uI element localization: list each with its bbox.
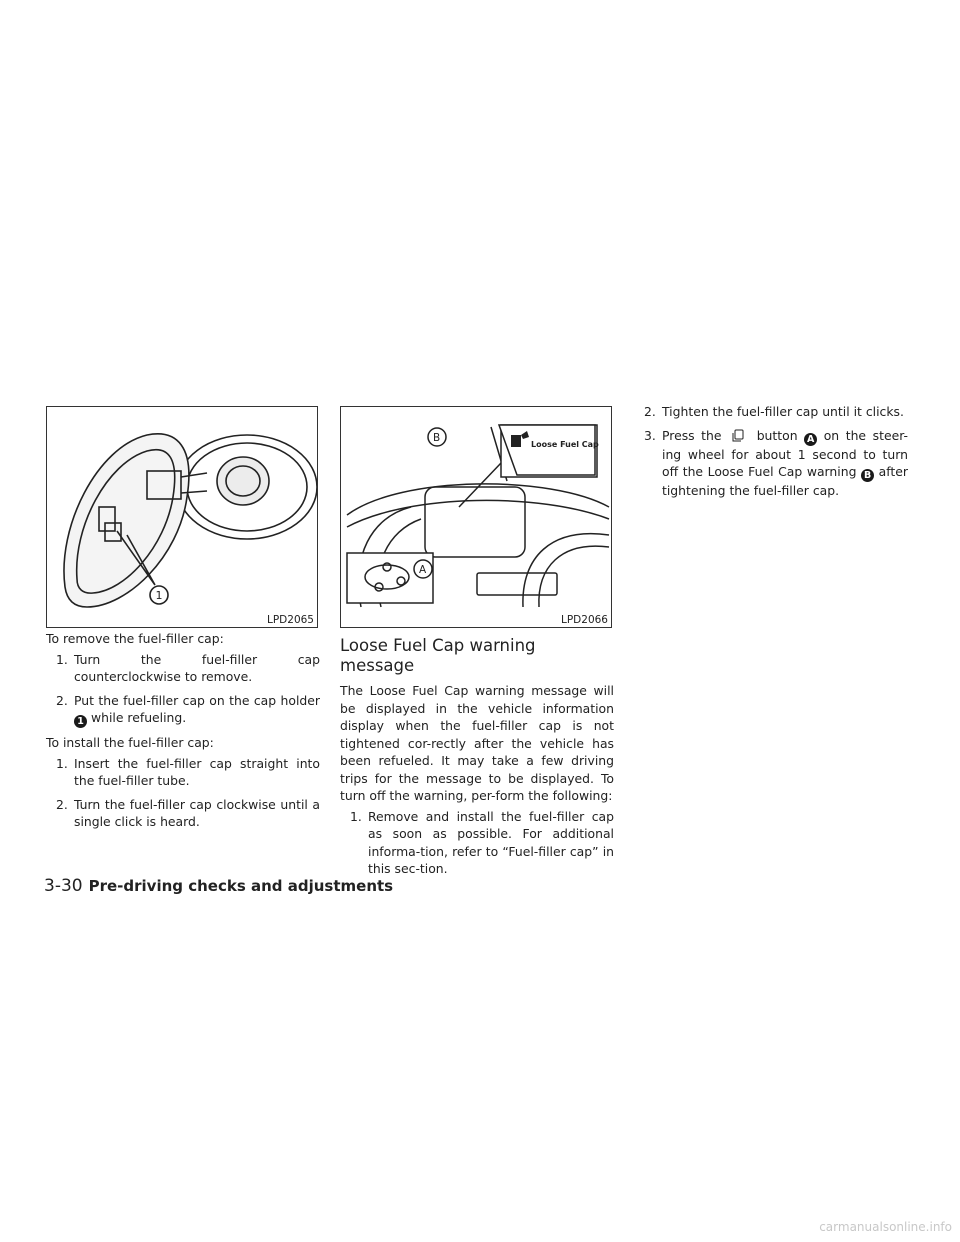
section-heading: Loose Fuel Cap warning message <box>340 636 536 675</box>
step-text: on the steer-ing wheel for about 1 second to turn off the Loose Fuel Cap warning <box>662 427 908 479</box>
install-intro: To install the fuel-filler cap: <box>46 735 214 750</box>
step-text: Press the <box>662 427 722 443</box>
step-number: 2. <box>56 692 68 708</box>
callout-marker-a: A <box>804 433 817 446</box>
callout-marker-b: B <box>861 469 874 482</box>
page-footer <box>44 876 393 896</box>
step-number: 1. <box>56 651 68 667</box>
step-number: 1. <box>56 755 68 771</box>
watermark: carmanualsonline.info <box>819 1219 952 1234</box>
display-button-icon <box>728 429 750 443</box>
list-item <box>46 651 320 686</box>
step-number: 2. <box>56 796 68 812</box>
step-text-after: while refueling. <box>90 710 187 725</box>
step-number: 1. <box>350 808 362 824</box>
page-number: 3-30 <box>44 876 83 896</box>
step-text: Tighten the fuel-filler cap until it clicks. <box>662 404 904 419</box>
list-item <box>46 692 320 729</box>
callout-b: B <box>433 432 441 444</box>
step-text: Remove and install the fuel-filler cap as soon as possible. For additional informa-tion, refer to “Fuel-filler cap” in this sec-tion. <box>368 808 614 876</box>
step-text: Insert the fuel-filler cap straight into the fuel-filler tube. <box>74 755 320 788</box>
fuel-filler-cap-figure <box>46 406 318 628</box>
list-item <box>46 755 320 790</box>
figure-code: LPD2066 <box>558 614 608 626</box>
step-text: Turn the fuel-filler cap counterclockwise to remove. <box>74 651 320 684</box>
figure-code: LPD2065 <box>264 614 314 626</box>
list-item <box>634 427 908 500</box>
section-body: The Loose Fuel Cap warning message will be displayed in the vehicle information display when the fuel-filler cap is not tightened cor-rectly after the vehicle has been refueled. It may take a few driving trips for the message to be displayed. To turn off the warning, per-form the following: <box>340 683 614 803</box>
callout-marker-1: 1 <box>74 715 87 728</box>
column-3 <box>634 403 908 500</box>
list-item <box>46 796 320 831</box>
loose-fuel-cap-figure <box>340 406 612 628</box>
callout-a: A <box>419 564 427 576</box>
list-item <box>634 403 908 421</box>
column-2 <box>340 630 614 878</box>
instrument-cluster-illustration <box>341 407 611 627</box>
step-text: button <box>756 427 798 443</box>
step-text: Put the fuel-filler cap on the cap holder <box>74 692 320 708</box>
fuel-filler-cap-illustration <box>47 407 317 627</box>
section-title: Pre-driving checks and adjustments <box>88 877 394 895</box>
list-item <box>340 808 614 878</box>
step-text: after tightening the fuel-filler cap. <box>662 464 908 498</box>
callout-1: 1 <box>155 589 163 602</box>
step-text: Turn the fuel-filler cap clockwise until a single click is heard. <box>74 796 320 829</box>
remove-intro: To remove the fuel-filler cap: <box>46 631 224 646</box>
step-number: 2. <box>644 404 656 419</box>
step-number: 3. <box>644 427 656 443</box>
warning-display-text: Loose Fuel Cap <box>531 440 599 449</box>
column-1 <box>46 630 320 831</box>
